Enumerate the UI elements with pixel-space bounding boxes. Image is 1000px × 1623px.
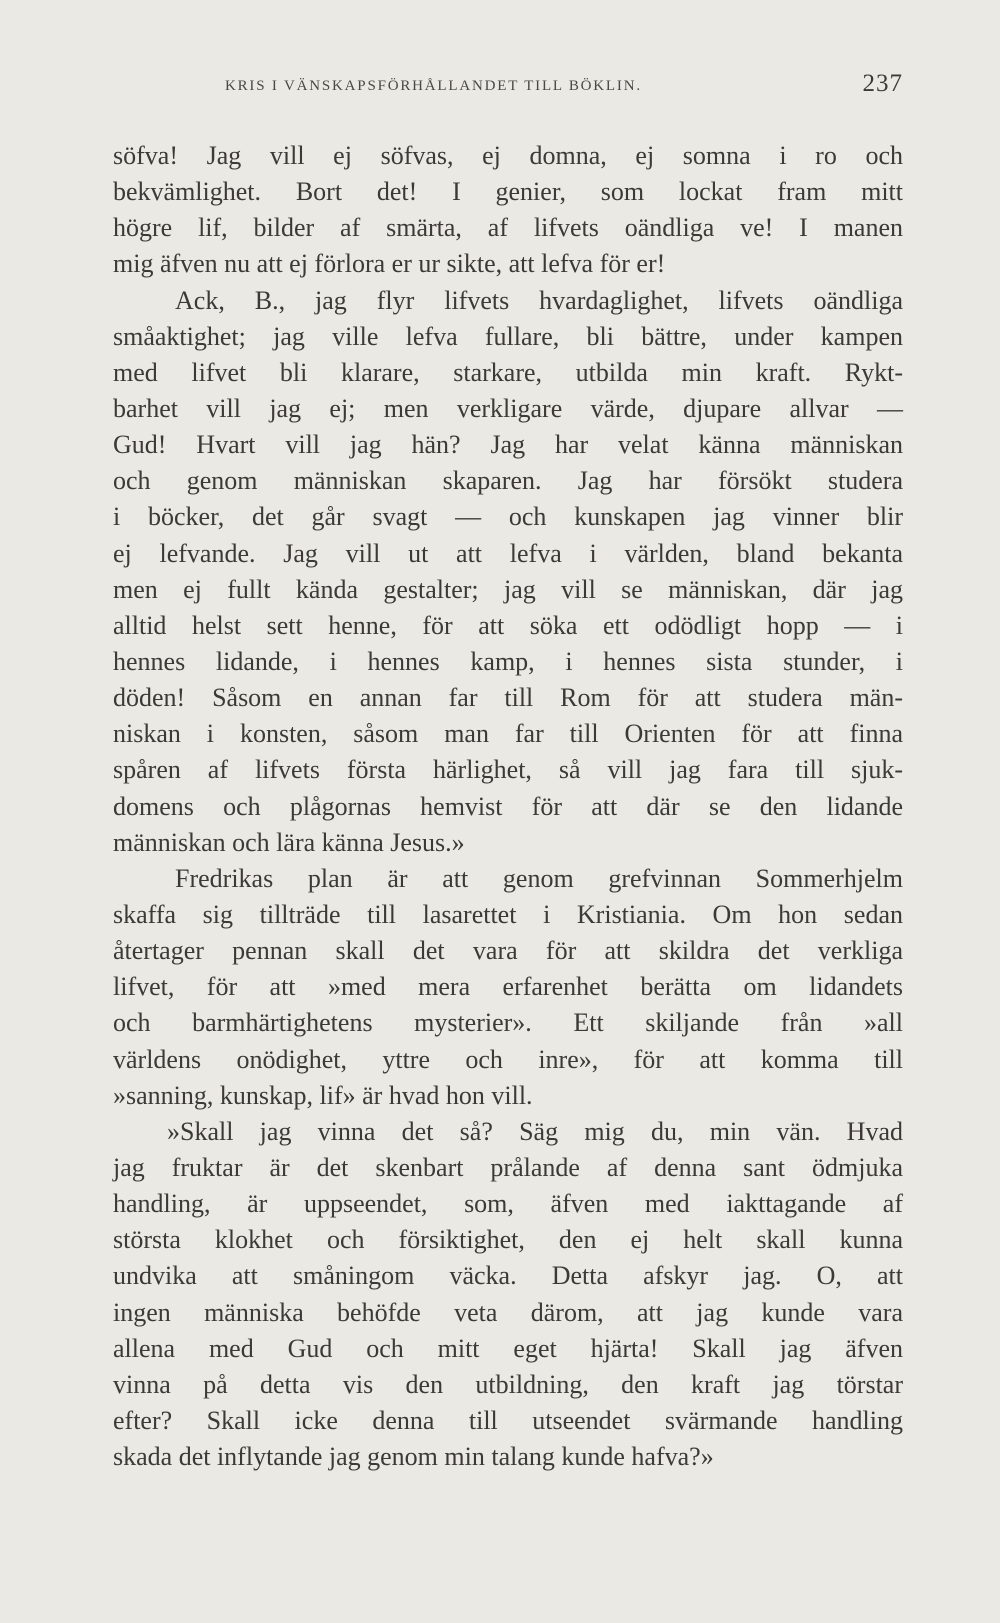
- text-line: återtager pennan skall det vara för att skildra det verkliga: [113, 936, 903, 966]
- text-line: söfva! Jag vill ej söfvas, ej domna, ej somna i ro och: [113, 141, 903, 170]
- text-line: vinna på detta vis den utbildning, den kraft jag törstar: [113, 1369, 903, 1399]
- text-line: bekvämlighet. Bort det! I genier, som lockat fram mitt: [113, 177, 903, 207]
- text-line: i böcker, det går svagt — och kunskapen jag vinner blir: [113, 502, 903, 532]
- text-line: med lifvet bli klarare, starkare, utbilda min kraft. Rykt-: [113, 357, 903, 387]
- text-line: högre lif, bilder af smärta, af lifvets oändliga ve! I manen: [113, 213, 903, 243]
- text-line: jag fruktar är det skenbart prålande af denna sant ödmjuka: [113, 1152, 903, 1182]
- page-number: 237: [862, 70, 903, 97]
- text-line: lifvet, för att »med mera erfarenhet berätta om lidandets: [113, 972, 903, 1002]
- text-line: niskan i konsten, såsom man far till Orienten för att finna: [113, 719, 903, 749]
- text-line: världens onödighet, yttre och inre», för att komma till: [113, 1044, 903, 1074]
- text-line: ej lefvande. Jag vill ut att lefva i världen, bland bekanta: [113, 538, 903, 568]
- text-line: men ej fullt kända gestalter; jag vill se människan, där jag: [113, 574, 903, 604]
- text-line: mig äfven nu att ej förlora er ur sikte, att lefva för er!: [113, 249, 666, 279]
- running-title: KRIS I VÄNSKAPSFÖRHÅLLANDET TILL BÖKLIN.: [225, 78, 642, 94]
- text-line: barhet vill jag ej; men verkligare värde, djupare allvar —: [113, 393, 903, 423]
- text-line: största klokhet och försiktighet, den ej helt skall kunna: [113, 1225, 903, 1255]
- text-line: spåren af lifvets första härlighet, så vill jag fara till sjuk-: [113, 755, 903, 785]
- text-line: efter? Skall icke denna till utseendet svärmande handling: [113, 1405, 903, 1435]
- text-line: allena med Gud och mitt eget hjärta! Skall jag äfven: [113, 1333, 903, 1363]
- text-line: handling, är uppseendet, som, äfven med iakttagande af: [113, 1189, 903, 1219]
- text-line: ingen människa behöfde veta därom, att jag kunde vara: [113, 1297, 903, 1327]
- text-line: Gud! Hvart vill jag hän? Jag har velat känna människan: [113, 430, 903, 460]
- text-line: och genom människan skaparen. Jag har försökt studera: [113, 466, 903, 496]
- text-line: skada det inflytande jag genom min talang kunde hafva?»: [113, 1442, 714, 1472]
- text-line: småaktighet; jag ville lefva fullare, bli bättre, under kampen: [113, 321, 903, 351]
- text-line: och barmhärtighetens mysterier». Ett skiljande från »all: [113, 1008, 903, 1038]
- text-line: hennes lidande, i hennes kamp, i hennes sista stunder, i: [113, 646, 903, 676]
- text-line: domens och plågornas hemvist för att där se den lidande: [113, 791, 903, 821]
- text-line: döden! Såsom en annan far till Rom för att studera män-: [113, 683, 903, 713]
- text-line: »sanning, kunskap, lif» är hvad hon vill.: [113, 1080, 533, 1110]
- text-line: skaffa sig tillträde till lasarettet i Kristiania. Om hon sedan: [113, 899, 903, 929]
- body-text: [113, 138, 903, 1475]
- text-line: alltid helst sett henne, för att söka ett odödligt hopp — i: [113, 610, 903, 640]
- text-line: människan och lära känna Jesus.»: [113, 827, 465, 857]
- text-line: undvika att småningom väcka. Detta afskyr jag. O, att: [113, 1261, 903, 1291]
- text-line: Ack, B., jag flyr lifvets hvardaglighet, lifvets oändliga: [175, 285, 903, 315]
- running-head: [113, 70, 903, 110]
- text-line: Fredrikas plan är att genom grefvinnan Sommerhjelm: [175, 863, 903, 893]
- text-line: »Skall jag vinna det så? Säg mig du, min vän. Hvad: [167, 1116, 903, 1146]
